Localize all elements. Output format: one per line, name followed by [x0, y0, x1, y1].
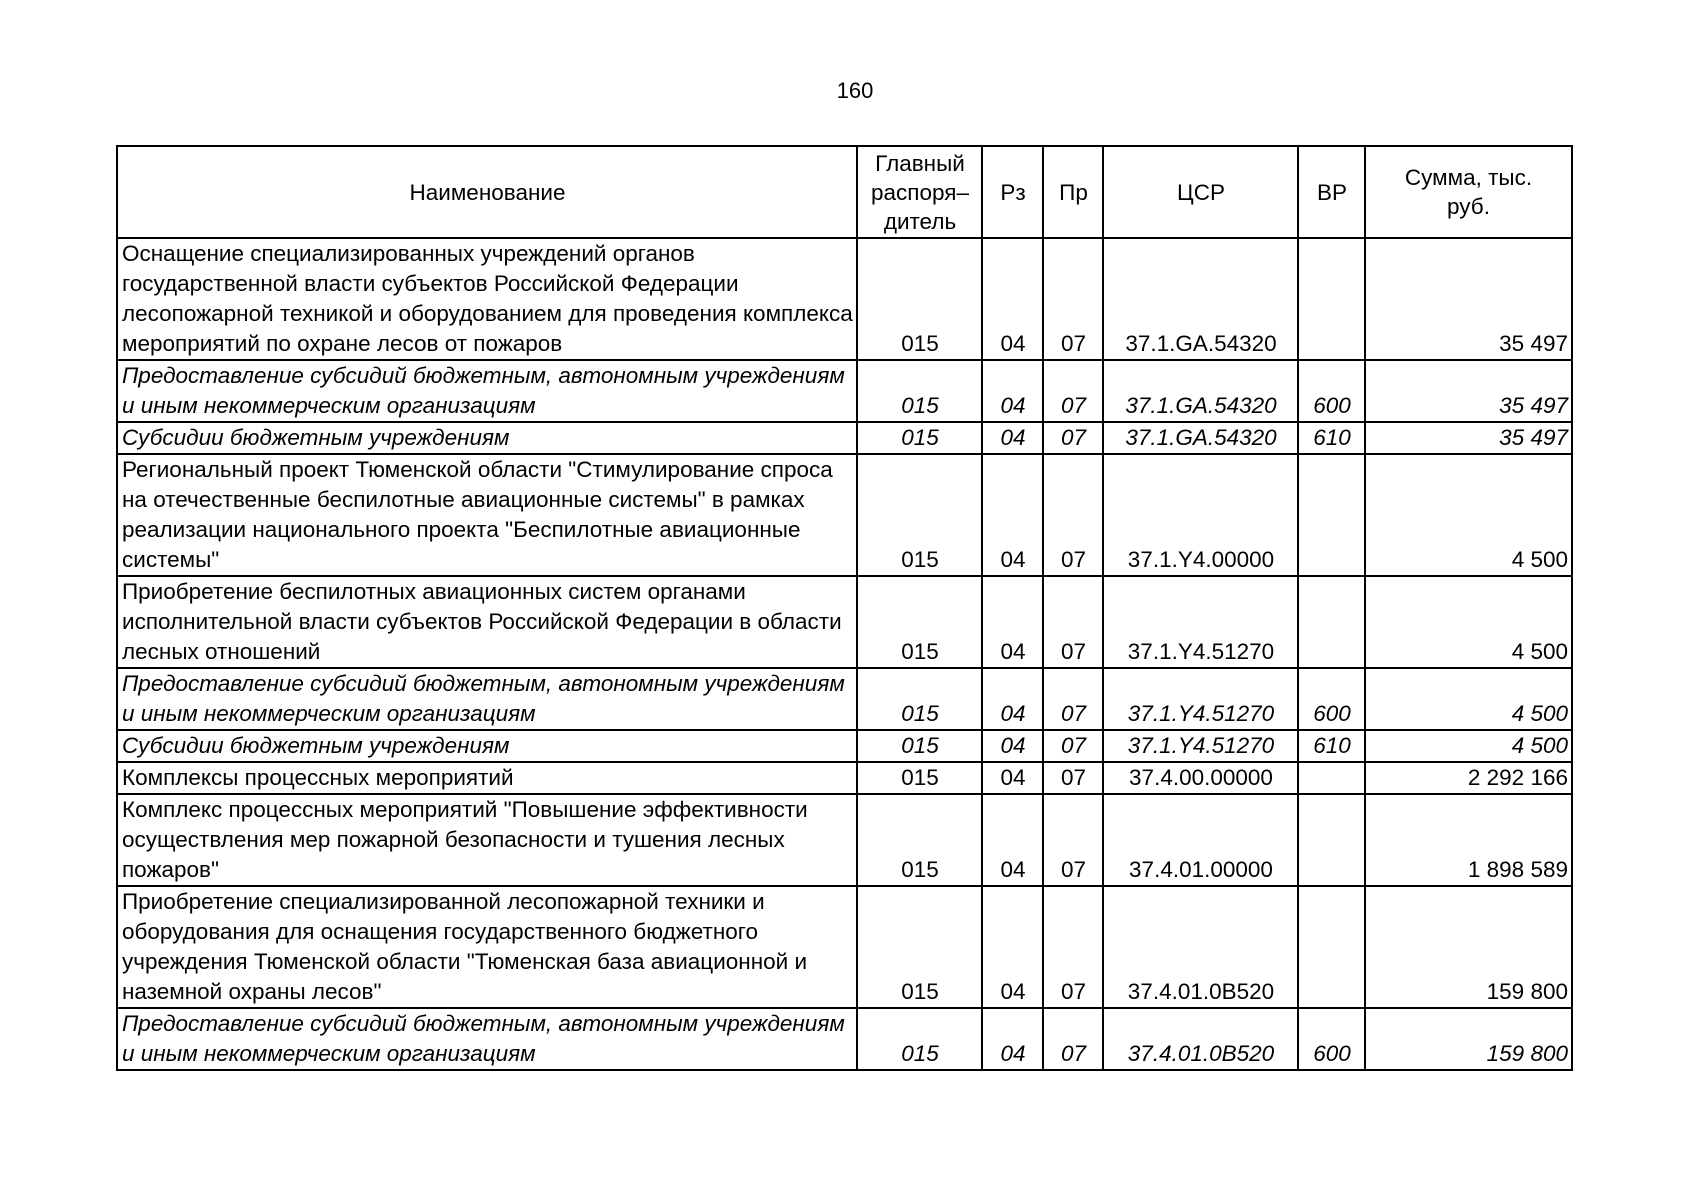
table-header-row: [117, 146, 1572, 238]
row-vr: 610: [1298, 730, 1365, 762]
table-row: [117, 360, 1572, 422]
table-row: [117, 730, 1572, 762]
row-rz: 04: [982, 454, 1043, 576]
table-row: [117, 668, 1572, 730]
row-pr: 07: [1043, 238, 1103, 360]
row-grbs: 015: [857, 886, 982, 1008]
row-csr: 37.1.GA.54320: [1103, 422, 1298, 454]
row-name: Региональный проект Тюменской области "Стимулирование спроса на отечественные беспилотные авиационные системы" в рамках реализации национального проекта "Беспилотные авиационные системы": [117, 454, 857, 576]
row-pr: 07: [1043, 360, 1103, 422]
row-vr: [1298, 886, 1365, 1008]
row-name: Предоставление субсидий бюджетным, автономным учреждениям и иным некоммерческим организациям: [117, 360, 857, 422]
row-sum: 1 898 589: [1365, 794, 1572, 886]
row-rz: 04: [982, 360, 1043, 422]
row-vr: 600: [1298, 1008, 1365, 1070]
row-sum: 159 800: [1365, 886, 1572, 1008]
row-name: Предоставление субсидий бюджетным, автономным учреждениям и иным некоммерческим организациям: [117, 668, 857, 730]
row-name: Субсидии бюджетным учреждениям: [117, 422, 857, 454]
row-pr: 07: [1043, 794, 1103, 886]
row-pr: 07: [1043, 422, 1103, 454]
row-name: Комплексы процессных мероприятий: [117, 762, 857, 794]
row-pr: 07: [1043, 668, 1103, 730]
row-csr: 37.1.GA.54320: [1103, 238, 1298, 360]
table-row: [117, 454, 1572, 576]
row-pr: 07: [1043, 730, 1103, 762]
row-rz: 04: [982, 422, 1043, 454]
row-sum: 35 497: [1365, 238, 1572, 360]
row-sum: 35 497: [1365, 360, 1572, 422]
budget-table: [116, 145, 1573, 1071]
row-csr: 37.4.01.00000: [1103, 794, 1298, 886]
row-grbs: 015: [857, 762, 982, 794]
row-vr: [1298, 576, 1365, 668]
row-sum: 35 497: [1365, 422, 1572, 454]
row-vr: 610: [1298, 422, 1365, 454]
row-name: Приобретение беспилотных авиационных систем органами исполнительной власти субъектов Российской Федерации в области лесных отношений: [117, 576, 857, 668]
row-grbs: 015: [857, 360, 982, 422]
row-rz: 04: [982, 238, 1043, 360]
row-name: Оснащение специализированных учреждений органов государственной власти субъектов Российской Федерации лесопожарной техникой и оборудованием для проведения комплекса мероприятий по охране лесов от пожаров: [117, 238, 857, 360]
header-csr: ЦСР: [1103, 146, 1298, 238]
row-csr: 37.4.01.0В520: [1103, 1008, 1298, 1070]
header-name: Наименование: [117, 146, 857, 238]
table-row: [117, 794, 1572, 886]
row-rz: 04: [982, 730, 1043, 762]
header-rz: Рз: [982, 146, 1043, 238]
header-sum: Сумма, тыс. руб.: [1365, 146, 1572, 238]
row-vr: 600: [1298, 360, 1365, 422]
row-grbs: 015: [857, 422, 982, 454]
row-grbs: 015: [857, 668, 982, 730]
row-grbs: 015: [857, 1008, 982, 1070]
row-csr: 37.1.Y4.00000: [1103, 454, 1298, 576]
row-grbs: 015: [857, 576, 982, 668]
page-number: 160: [836, 78, 874, 103]
row-pr: 07: [1043, 454, 1103, 576]
row-rz: 04: [982, 794, 1043, 886]
row-vr: 600: [1298, 668, 1365, 730]
row-csr: 37.4.01.0В520: [1103, 886, 1298, 1008]
table-row: [117, 238, 1572, 360]
row-csr: 37.1.Y4.51270: [1103, 576, 1298, 668]
row-rz: 04: [982, 762, 1043, 794]
row-pr: 07: [1043, 1008, 1103, 1070]
row-name: Субсидии бюджетным учреждениям: [117, 730, 857, 762]
row-sum: 4 500: [1365, 454, 1572, 576]
header-grbs: Главный распоря–дитель: [857, 146, 982, 238]
row-rz: 04: [982, 1008, 1043, 1070]
table-row: [117, 886, 1572, 1008]
row-rz: 04: [982, 668, 1043, 730]
row-name: Приобретение специализированной лесопожарной техники и оборудования для оснащения государственного бюджетного учреждения Тюменской области "Тюменская база авиационной и наземной охраны лесов": [117, 886, 857, 1008]
row-csr: 37.1.Y4.51270: [1103, 730, 1298, 762]
table-row: [117, 576, 1572, 668]
row-sum: 159 800: [1365, 1008, 1572, 1070]
row-csr: 37.1.GA.54320: [1103, 360, 1298, 422]
row-pr: 07: [1043, 762, 1103, 794]
row-name: Комплекс процессных мероприятий "Повышение эффективности осуществления мер пожарной безопасности и тушения лесных пожаров": [117, 794, 857, 886]
row-rz: 04: [982, 576, 1043, 668]
table-row: [117, 422, 1572, 454]
row-grbs: 015: [857, 794, 982, 886]
row-pr: 07: [1043, 576, 1103, 668]
row-vr: [1298, 762, 1365, 794]
row-csr: 37.1.Y4.51270: [1103, 668, 1298, 730]
row-vr: [1298, 454, 1365, 576]
row-grbs: 015: [857, 454, 982, 576]
row-sum: 2 292 166: [1365, 762, 1572, 794]
row-sum: 4 500: [1365, 668, 1572, 730]
table-row: [117, 1008, 1572, 1070]
header-vr: ВР: [1298, 146, 1365, 238]
row-sum: 4 500: [1365, 576, 1572, 668]
row-rz: 04: [982, 886, 1043, 1008]
row-vr: [1298, 794, 1365, 886]
header-pr: Пр: [1043, 146, 1103, 238]
row-csr: 37.4.00.00000: [1103, 762, 1298, 794]
row-sum: 4 500: [1365, 730, 1572, 762]
row-name: Предоставление субсидий бюджетным, автономным учреждениям и иным некоммерческим организациям: [117, 1008, 857, 1070]
table-row: [117, 762, 1572, 794]
row-pr: 07: [1043, 886, 1103, 1008]
row-grbs: 015: [857, 730, 982, 762]
row-grbs: 015: [857, 238, 982, 360]
row-vr: [1298, 238, 1365, 360]
